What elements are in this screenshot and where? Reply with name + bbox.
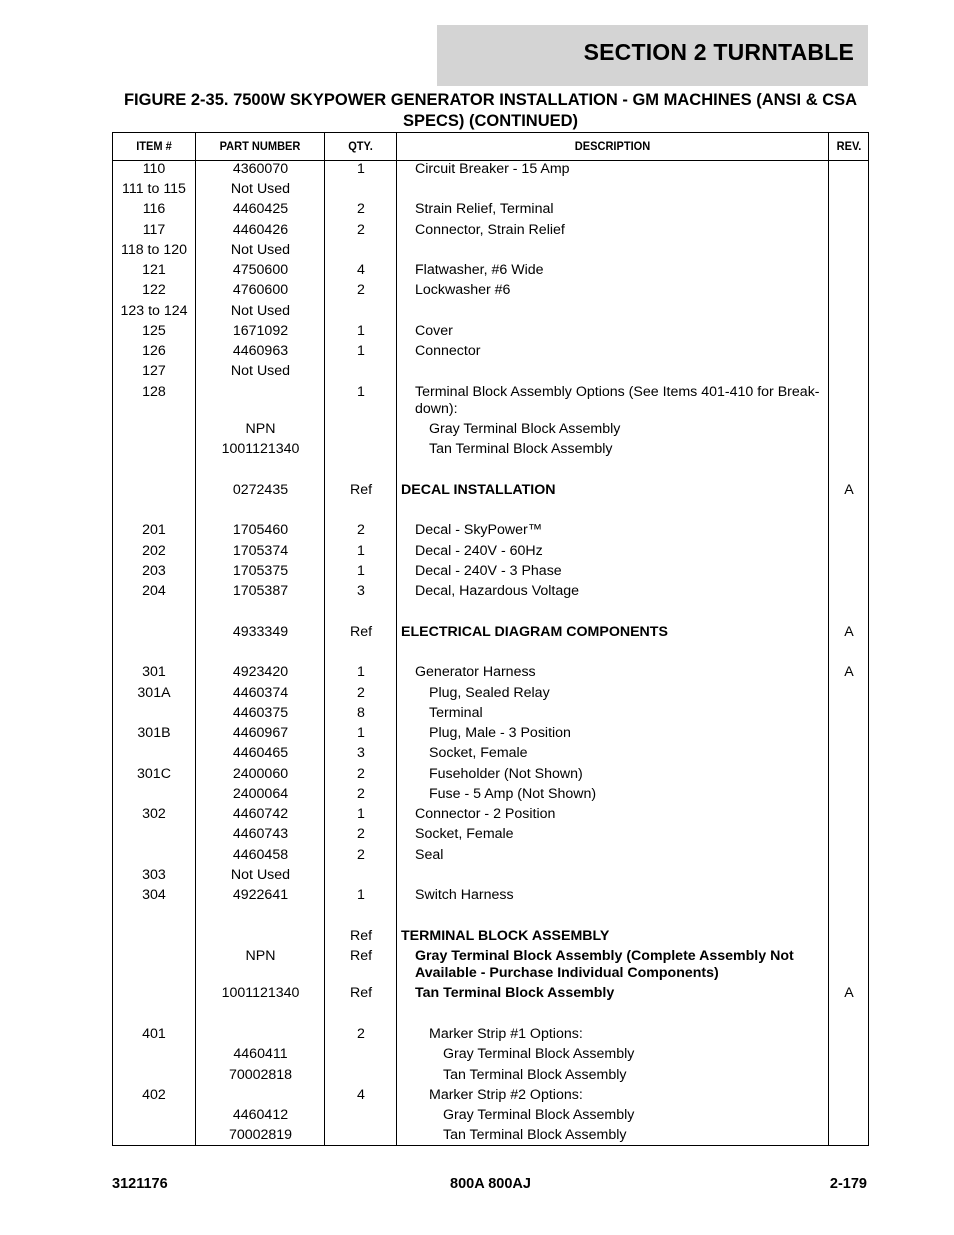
part-number: 4460963 [232,343,289,359]
quantity: 2 [357,201,365,217]
item-number: 402 [142,1087,166,1103]
table-row [113,323,868,343]
quantity: Ref [349,928,373,944]
table-row [113,867,868,887]
item-number: 116 [142,201,166,217]
table-row [113,624,868,644]
part-number: 1705387 [232,583,289,599]
part-number: 4460742 [232,806,289,822]
description: Connector, Strain Relief [415,222,565,238]
part-number: 1705374 [232,543,289,559]
description: Cover [415,323,453,339]
item-number: 203 [142,563,166,579]
table-row [113,1087,868,1107]
part-number: 4460425 [232,201,289,217]
table-row [113,161,868,181]
table-row [113,181,868,201]
quantity: 1 [357,887,365,903]
description: TERMINAL BLOCK ASSEMBLY [401,928,610,944]
part-number: 1671092 [232,323,289,339]
item-number: 301A [137,685,171,701]
quantity: 4 [357,1087,365,1103]
item-number: 201 [142,522,166,538]
description: Strain Relief, Terminal [415,201,554,217]
table-row [113,363,868,383]
description: Fuseholder (Not Shown) [429,766,583,782]
part-number: Not Used [230,303,291,319]
quantity: 2 [357,685,365,701]
quantity: 2 [357,282,365,298]
description: Switch Harness [415,887,514,903]
part-number: 2400060 [232,766,289,782]
table-row [113,705,868,725]
table-row [113,664,868,684]
revision: A [844,624,854,640]
part-number: 4460967 [232,725,289,741]
quantity: 2 [357,826,365,842]
description: Marker Strip #2 Options: [429,1087,583,1103]
quantity: Ref [349,624,373,640]
header-description: DESCRIPTION [574,139,651,153]
part-number: 2400064 [232,786,289,802]
item-number: 303 [142,867,166,883]
figure-title: FIGURE 2-35. 7500W SKYPOWER GENERATOR INSTALLATION - GM MACHINES (ANSI & CSA SPECS) (CONTINUED) [123,91,858,130]
table-row [113,303,868,323]
table-row [113,343,868,363]
table-row [113,948,868,981]
table-row [113,685,868,705]
revision: A [844,664,854,680]
item-number: 117 [142,222,166,238]
item-number: 301C [137,766,171,782]
description: Decal - SkyPower™ [415,522,542,538]
part-number: 4933349 [232,624,289,640]
part-number: 70002819 [228,1127,293,1143]
part-number: 1705460 [232,522,289,538]
section-header [437,25,868,86]
description: Connector [415,343,481,359]
header-qty: QTY. [348,139,373,153]
table-row [113,222,868,242]
item-number: 121 [142,262,166,278]
quantity: 2 [357,786,365,802]
description: Marker Strip #1 Options: [429,1026,583,1042]
quantity: Ref [349,482,373,498]
part-number: 1705375 [232,563,289,579]
table-row [113,1127,868,1147]
part-number: 4460374 [232,685,289,701]
description: Decal - 240V - 60Hz [415,543,543,559]
quantity: Ref [349,985,373,1001]
table-row [113,826,868,846]
table-row [113,282,868,302]
item-number: 127 [142,363,166,379]
table-row [113,543,868,563]
table-row [113,482,868,502]
quantity: 3 [357,745,365,761]
part-number: 4460458 [232,847,289,863]
table-row [113,887,868,907]
table-row [113,522,868,542]
description: Decal - 240V - 3 Phase [415,563,562,579]
description: Lockwasher #6 [415,282,511,298]
section-title: SECTION 2 TURNTABLE [583,39,854,65]
quantity: 1 [357,543,365,559]
description: Fuse - 5 Amp (Not Shown) [429,786,597,802]
description: Flatwasher, #6 Wide [415,262,544,278]
item-number: 118 to 120 [120,242,187,258]
quantity: 4 [357,262,365,278]
part-number: 4460412 [232,1107,289,1123]
table-row [113,766,868,786]
part-number: 4923420 [232,664,289,680]
quantity: 1 [357,161,365,177]
footer-page-number: 2-179 [829,1176,867,1192]
quantity: Ref [349,948,373,964]
description: Connector - 2 Position [415,806,556,822]
quantity: 8 [357,705,365,721]
quantity: 2 [357,222,365,238]
quantity: 2 [357,847,365,863]
item-number: 126 [142,343,166,359]
description: Tan Terminal Block Assembly [443,1127,627,1143]
table-row [113,262,868,282]
item-number: 202 [142,543,166,559]
header-part-number: PART NUMBER [219,139,301,153]
item-number: 304 [142,887,166,903]
quantity: 1 [357,323,365,339]
revision: A [844,985,854,1001]
parts-table [112,132,869,1146]
description: Circuit Breaker - 15 Amp [415,161,570,177]
quantity: 2 [357,766,365,782]
header-item: ITEM # [136,139,172,153]
part-number: NPN [245,948,276,964]
item-number: 123 to 124 [120,303,188,319]
part-number: 4460375 [232,705,289,721]
table-row [113,563,868,583]
part-number: 4460411 [233,1046,288,1062]
page-footer [112,1176,869,1196]
part-number: 4750600 [232,262,289,278]
quantity: 3 [357,583,365,599]
table-row [113,725,868,745]
table-row [113,583,868,603]
part-number: 4460465 [232,745,289,761]
table-row [113,1026,868,1046]
description: Gray Terminal Block Assembly [429,421,621,437]
part-number: Not Used [230,867,291,883]
item-number: 110 [142,161,166,177]
part-number: Not Used [230,363,291,379]
description: DECAL INSTALLATION [401,482,556,498]
item-number: 122 [142,282,166,298]
description: Terminal [429,705,483,721]
table-row [113,1067,868,1087]
header-rev: REV. [836,139,862,153]
table-row [113,847,868,867]
part-number: Not Used [230,181,291,197]
table-row [113,421,868,441]
table-row [113,201,868,221]
description: Decal, Hazardous Voltage [415,583,580,599]
description: Tan Terminal Block Assembly [443,1067,627,1083]
part-number: 4922641 [232,887,289,903]
part-number: 1001121340 [221,985,300,1001]
description: Seal [415,847,444,863]
part-number: 70002818 [228,1067,293,1083]
table-row [113,441,868,461]
item-number: 301 [142,664,166,680]
table-row [113,745,868,765]
item-number: 111 to 115 [122,181,186,197]
description: Generator Harness [415,664,536,680]
description: Terminal Block Assembly Options (See Items 401-410 for Break-down): [415,384,820,417]
item-number: 301B [137,725,171,741]
description: Tan Terminal Block Assembly [415,985,615,1001]
footer-manual-number: 3121176 [112,1176,168,1192]
quantity: 1 [357,806,365,822]
description: Tan Terminal Block Assembly [429,441,613,457]
item-number: 401 [142,1026,166,1042]
item-number: 128 [142,384,166,400]
description: Plug, Male - 3 Position [429,725,571,741]
quantity: 1 [357,384,365,400]
table-row [113,786,868,806]
part-number: 4760600 [232,282,289,298]
table-row [113,1046,868,1066]
item-number: 204 [142,583,166,599]
quantity: 2 [357,1026,365,1042]
table-header [113,133,868,161]
part-number: 4460743 [232,826,289,842]
table-row [113,806,868,826]
description: Plug, Sealed Relay [429,685,550,701]
description: Socket, Female [429,745,528,761]
part-number: Not Used [230,242,291,258]
table-row [113,242,868,262]
quantity: 1 [357,725,365,741]
part-number: 1001121340 [221,441,300,457]
quantity: 1 [357,343,365,359]
quantity: 1 [357,664,365,680]
part-number: 4460426 [232,222,289,238]
part-number: NPN [245,421,276,437]
footer-model: 800A 800AJ [450,1176,531,1192]
description: Socket, Female [415,826,514,842]
table-row [113,1107,868,1127]
quantity: 1 [357,563,365,579]
table-row [113,384,868,417]
item-number: 125 [142,323,166,339]
description: ELECTRICAL DIAGRAM COMPONENTS [401,624,668,640]
quantity: 2 [357,522,365,538]
description: Gray Terminal Block Assembly (Complete Assembly Not Available - Purchase Individual Components) [415,948,794,981]
description: Gray Terminal Block Assembly [443,1107,635,1123]
item-number: 302 [142,806,166,822]
description: Gray Terminal Block Assembly [443,1046,635,1062]
part-number: 4360070 [232,161,289,177]
part-number: 0272435 [232,482,289,498]
table-row [113,928,868,948]
revision: A [844,482,854,498]
table-row [113,985,868,1005]
